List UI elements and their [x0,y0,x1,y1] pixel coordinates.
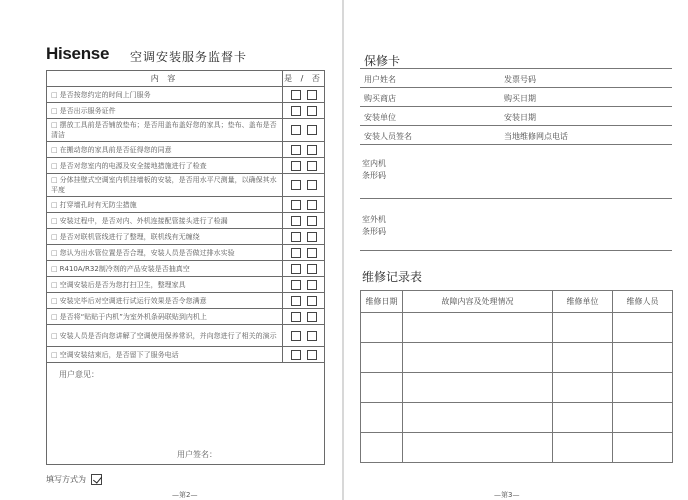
bullet-icon: □ [51,216,58,225]
bullet-icon: □ [51,121,58,129]
yes-no-boxes [283,119,325,142]
yes-checkbox[interactable] [291,280,301,290]
checklist-row [47,197,325,213]
repair-cell[interactable] [613,403,673,433]
checklist-item [47,325,283,347]
repair-cell[interactable] [553,343,613,373]
no-checkbox[interactable] [307,90,317,100]
user-opinion-box[interactable] [47,363,325,465]
checklist-item [47,277,283,293]
checklist-row [47,213,325,229]
yes-no-boxes [283,103,325,119]
bullet-icon: □ [51,106,58,115]
checklist-item-text: 是否对您室内的电源及安全接地措施进行了检查 [59,161,207,170]
checklist-item [47,245,283,261]
yes-no-boxes [283,347,325,363]
yes-no-boxes [283,197,325,213]
checklist-item [47,174,283,197]
checklist-row [47,119,325,142]
yes-checkbox[interactable] [291,248,301,258]
repair-person-header: 维修人员 [613,291,673,313]
no-checkbox[interactable] [307,331,317,341]
bullet-icon: □ [51,232,58,241]
no-checkbox[interactable] [307,232,317,242]
bullet-icon: □ [51,264,58,273]
yes-no-boxes [283,245,325,261]
yes-checkbox[interactable] [291,145,301,155]
repair-record-table [360,290,673,463]
page-number-right: —第3— [494,491,520,499]
repair-cell[interactable] [613,343,673,373]
checklist-item-text: 是否按您约定的时间上门服务 [59,90,151,99]
bullet-icon: □ [51,90,58,99]
checklist-item-text: R410A/R32制冷剂的产品安装是否抽真空 [59,264,190,273]
yes-no-boxes [283,213,325,229]
bullet-icon: □ [51,331,58,340]
checklist-row [47,174,325,197]
repair-cell[interactable] [361,343,403,373]
yes-no-boxes [283,293,325,309]
yes-no-boxes [283,174,325,197]
info-row-divider [360,87,672,88]
info-label: 安装单位 [364,113,396,122]
checklist-row [47,87,325,103]
checklist-item-text: 安装过程中，是否对内、外机连接配管接头进行了检漏 [59,216,228,225]
repair-cell[interactable] [403,433,553,463]
checklist-item-text: 摆放工具前是否铺放垫布；是否用盖布盖好您的家具；垫布、盖布是否清洁 [51,121,277,139]
yes-checkbox[interactable] [291,90,301,100]
warranty-card-title: 保修卡 [364,54,401,68]
checklist-row [47,158,325,174]
checklist-item [47,197,283,213]
page-title: 空调安装服务监督卡 [130,50,248,64]
yes-checkbox[interactable] [291,350,301,360]
page-number-left: —第2— [172,491,198,499]
checklist-item [47,87,283,103]
no-checkbox[interactable] [307,145,317,155]
checklist-table [46,70,325,465]
fill-method-label: 填写方式为 [46,475,86,484]
repair-row [361,373,673,403]
repair-cell[interactable] [403,343,553,373]
repair-row [361,313,673,343]
bullet-icon: □ [51,296,58,305]
bullet-icon: □ [51,200,58,209]
bullet-icon: □ [51,145,58,154]
yes-checkbox[interactable] [291,125,301,135]
content-header: 内 容 [47,71,283,87]
checklist-row [47,229,325,245]
repair-cell[interactable] [553,433,613,463]
yes-checkbox[interactable] [291,216,301,226]
checklist-body [47,87,325,363]
yes-checkbox[interactable] [291,264,301,274]
repair-cell[interactable] [553,373,613,403]
info-label: 安装人员签名 [364,132,412,141]
yes-checkbox[interactable] [291,312,301,322]
checklist-row [47,293,325,309]
info-row-divider [360,125,672,126]
bullet-icon: □ [51,248,58,257]
indoor-barcode-label: 室内机 条形码 [362,159,386,180]
checklist-item [47,142,283,158]
no-checkbox[interactable] [307,312,317,322]
checklist-row [47,347,325,363]
user-opinion-label: 用户意见： [59,370,99,379]
repair-cell[interactable] [553,313,613,343]
checklist-item [47,293,283,309]
info-field-label: 安装日期 [504,113,536,122]
checklist-row [47,103,325,119]
checklist-item-text: 是否对联机管线进行了整理，联机线有无缠绕 [59,232,200,241]
bullet-icon: □ [51,161,58,170]
info-row-divider [360,144,672,145]
yes-checkbox[interactable] [291,296,301,306]
no-checkbox[interactable] [307,350,317,360]
bullet-icon: □ [51,350,58,359]
user-signature-label: 用户签名： [177,450,217,459]
repair-row [361,403,673,433]
no-checkbox[interactable] [307,161,317,171]
bullet-icon: □ [51,280,58,289]
repair-record-title: 维修记录表 [362,270,423,284]
checklist-item-text: 是否将“贴贴于内机”为室外机条码联贴到内机上 [59,312,207,321]
no-checkbox[interactable] [307,106,317,116]
title-divider [360,68,672,69]
yes-no-boxes [283,229,325,245]
checklist-item-text: 打穿墙孔时有无防尘措施 [59,200,137,209]
repair-row [361,433,673,463]
repair-cell[interactable] [403,313,553,343]
no-checkbox[interactable] [307,216,317,226]
repair-cell[interactable] [403,373,553,403]
repair-cell[interactable] [361,433,403,463]
checklist-item [47,261,283,277]
yes-checkbox[interactable] [291,331,301,341]
info-row-divider [360,106,672,107]
yes-no-boxes [283,142,325,158]
repair-cell[interactable] [553,403,613,433]
no-checkbox[interactable] [307,248,317,258]
yes-no-boxes [283,87,325,103]
no-checkbox[interactable] [307,125,317,135]
checklist-item [47,213,283,229]
repair-cell[interactable] [361,313,403,343]
checklist-item-text: 分体挂壁式空调室内机挂墙板的安装，是否用水平尺测量，以确保其水平度 [51,176,277,194]
no-checkbox[interactable] [307,200,317,210]
repair-cell[interactable] [613,433,673,463]
checklist-item-text: 安装完毕后对空调进行试运行效果是否令您满意 [59,296,207,305]
fault-content-header: 故障内容及处理情况 [403,291,553,313]
checklist-row [47,261,325,277]
indoor-barcode-divider [360,198,672,199]
repair-cell[interactable] [613,313,673,343]
no-checkbox[interactable] [307,280,317,290]
repair-unit-header: 维修单位 [553,291,613,313]
yes-no-boxes [283,309,325,325]
yes-checkbox[interactable] [291,161,301,171]
repair-record-body [361,313,673,463]
info-label: 购买商店 [364,94,396,103]
yes-checkbox[interactable] [291,106,301,116]
bullet-icon: □ [51,312,58,321]
repair-cell[interactable] [361,373,403,403]
checklist-item-text: 安装人员是否向您讲解了空调使用保养常识，并向您进行了相关的演示 [59,331,277,340]
yes-no-boxes [283,277,325,293]
repair-cell[interactable] [361,403,403,433]
repair-row [361,343,673,373]
yes-no-header: 是 / 否 [283,71,325,87]
yes-no-boxes [283,158,325,174]
checklist-row [47,142,325,158]
checkmark-icon [91,474,102,485]
yes-checkbox[interactable] [291,232,301,242]
yes-no-boxes [283,261,325,277]
checklist-item [47,119,283,142]
info-field-label: 发票号码 [504,75,536,84]
no-checkbox[interactable] [307,264,317,274]
outdoor-barcode-label: 室外机 条形码 [362,215,386,236]
repair-cell[interactable] [403,403,553,433]
yes-checkbox[interactable] [291,180,301,190]
yes-no-boxes [283,325,325,347]
checklist-row [47,245,325,261]
checklist-item [47,347,283,363]
checklist-item-text: 是否出示服务证件 [59,106,116,115]
repair-date-header: 维修日期 [361,291,403,313]
info-label: 用户姓名 [364,75,396,84]
checklist-item-text: 空调安装后是否为您打扫卫生，整理家具 [59,280,186,289]
checklist-item [47,103,283,119]
checklist-item-text: 您认为出水管位置是否合理，安装人员是否做过排水实验 [59,248,235,257]
checklist-item [47,229,283,245]
info-field-label: 当地维修网点电话 [504,132,568,141]
checklist-item-text: 空调安装结束后，是否留下了服务电话 [59,350,179,359]
outdoor-barcode-divider [360,250,672,251]
fill-method [46,474,102,485]
checklist-item-text: 在搬动您的家具前是否征得您的同意 [59,145,172,154]
repair-cell[interactable] [613,373,673,403]
brand-logo: Hisense [46,44,110,63]
checklist-item [47,309,283,325]
checklist-row [47,309,325,325]
info-field-label: 购买日期 [504,94,536,103]
yes-checkbox[interactable] [291,200,301,210]
no-checkbox[interactable] [307,180,317,190]
checklist-row [47,325,325,347]
no-checkbox[interactable] [307,296,317,306]
checklist-row [47,277,325,293]
checklist-item [47,158,283,174]
bullet-icon: □ [51,176,58,184]
